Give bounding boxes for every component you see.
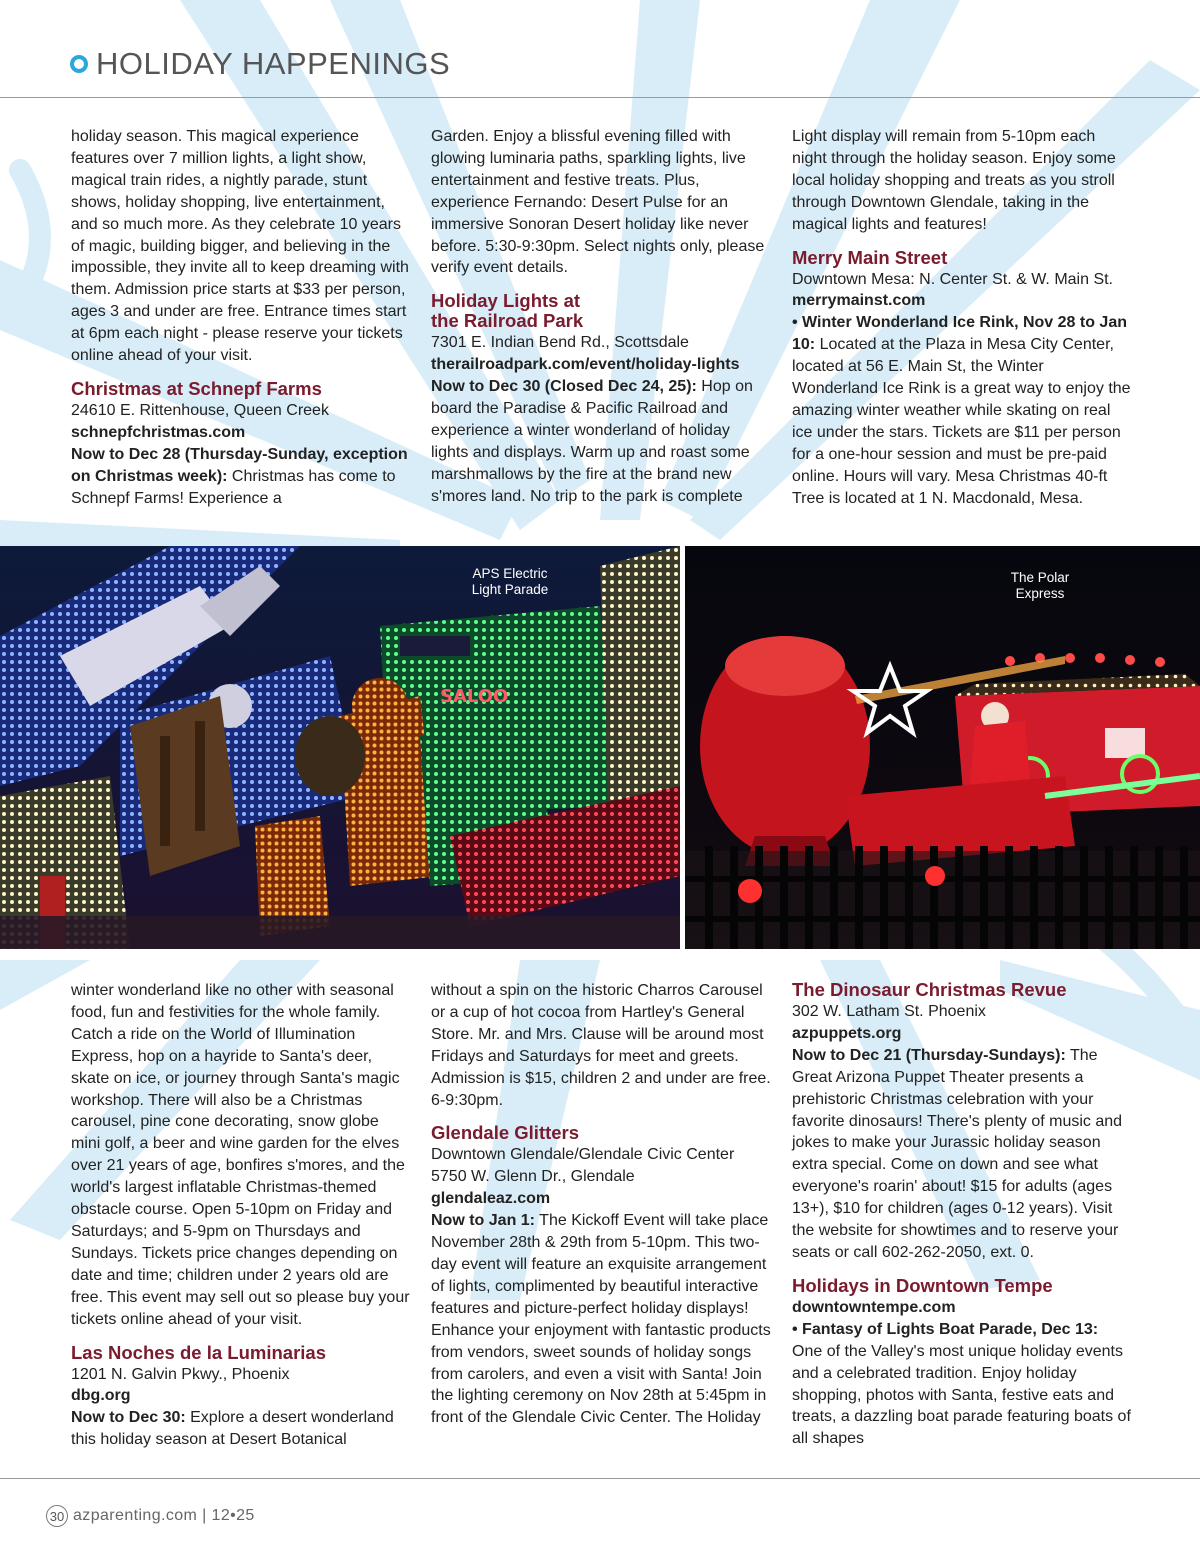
event-text: The Great Arizona Puppet Theater presents a prehistoric Christmas celebration with your favorite dinosaurs! There's plenty of music and jokes to make your Jurassic holiday season extra special. Come on down and see what everyone's roarin' about! $15 for adults (ages 13+), $10 for children (ages 0-12 years). Visit the website for showtimes and to reserve your seats or call 602-262-2050, ext. 0. <box>792 1046 1123 1261</box>
photo-polar-express <box>685 546 1200 949</box>
event-heading: Merry Main Street <box>792 246 948 268</box>
caption-line-1: APS Electric <box>472 566 548 581</box>
event-text: The Kickoff Event will take place November 28th & 29th from 5-10pm. This two-day event will feature an exquisite arrangement of lights, complimented by beautiful interactive features and picture-perfect holiday displays! Enhance your enjoyment with fantastic products from vendors, sweet sounds of holiday songs from carolers, and even a visit with Santa! Join the lighting ceremony on Nov 28th at 5:45pm in front of the Glendale Civic Center. The Holiday <box>431 1212 771 1427</box>
event-description <box>71 1407 411 1451</box>
footer-text: azparenting.com | 12•25 <box>73 1507 255 1524</box>
event-heading: The Dinosaur Christmas Revue <box>792 979 1067 1000</box>
event-dates: Now to Dec 30: <box>71 1409 186 1427</box>
event-dates: • Fantasy of Lights Boat Parade, Dec 13: <box>792 1320 1099 1338</box>
paragraph: Light display will remain from 5-10pm each night through the holiday season. Enjoy some local holiday shopping and treats as you stroll through Downtown Glendale, taking in the magical lights and features! <box>792 128 1116 233</box>
page-number: 30 <box>46 1505 68 1527</box>
photo-caption <box>960 570 1120 602</box>
event-text: Located at the Plaza in Mesa City Center, located at 56 E. Main St, the Winter Wonderland Ice Rink is a great way to enjoy the amazing winter weather while skating on real ice under the stars. Tickets are $11 per person for a one-hour session and must be pre-paid online. Hours will vary. Mesa Christmas 40-ft Tree is located at 1 N. Macdonald, Mesa. <box>792 336 1131 507</box>
caption-line-1: The Polar <box>1010 570 1070 585</box>
paragraph: holiday season. This magical experience features over 7 million lights, a light show, magical train rides, a nightly parade, stunt shows, holiday shopping, live entertainment, and so much more. As they celebrate 10 years of magic, building bigger, and believing in the impossible, they invite all to keep dreaming with them. Admission price starts at $33 per person, ages 3 and under are free. Entrance times start at 6pm each night - please reserve your tickets online ahead of your visit. <box>71 128 409 365</box>
event-url[interactable]: schnepfchristmas.com <box>71 423 246 441</box>
event-address-line-2: 5750 W. Glenn Dr., Glendale <box>431 1168 635 1186</box>
event-text: Explore a desert wonderland this holiday season at Desert Botanical <box>71 1409 394 1449</box>
bottom-column-1 <box>71 980 411 1451</box>
top-column-1 <box>71 126 411 510</box>
event-address: 1201 N. Galvin Pkwy., Phoenix <box>71 1365 290 1383</box>
section-title: HOLIDAY HAPPENINGS <box>96 46 451 81</box>
event-dates: Now to Jan 1: <box>431 1212 536 1230</box>
event-heading: Holidays in Downtown Tempe <box>792 1274 1053 1296</box>
section-header <box>70 46 450 82</box>
bottom-column-2 <box>431 980 771 1429</box>
event-dates: Now to Dec 21 (Thursday-Sundays): <box>792 1046 1066 1064</box>
event-description <box>792 312 1132 509</box>
header-rule <box>0 97 1200 98</box>
event-heading: Las Noches de la Luminarias <box>71 1341 326 1363</box>
event-dates: • Winter Wonderland Ice Rink, Nov 28 to Jan 10: <box>792 314 1127 354</box>
event-description <box>71 444 411 510</box>
event-url[interactable]: glendaleaz.com <box>431 1190 551 1208</box>
event-address: 302 W. Latham St. Phoenix <box>792 1003 986 1020</box>
paragraph: Garden. Enjoy a blissful evening filled with glowing luminaria paths, sparkling lights, live entertainment and festive treats. Plus, experience Fernando: Desert Pulse for an immersive Sonoran Desert holiday like never before. 5:30-9:30pm. Select nights only, please verify event details. <box>431 128 765 277</box>
top-column-3 <box>792 126 1132 510</box>
event-dates: Now to Dec 30 (Closed Dec 24, 25): <box>431 378 697 396</box>
page-footer <box>46 1505 255 1527</box>
top-column-2 <box>431 126 771 508</box>
bottom-column-3 <box>792 980 1132 1450</box>
event-description <box>792 1319 1132 1450</box>
event-description <box>431 1210 771 1429</box>
event-text: One of the Valley's most unique holiday events and a celebrated tradition. Enjoy holiday shopping, photos with Santa, festive eats and treats, a dazzling boat parade featuring boats of all shapes <box>792 1342 1131 1448</box>
event-description <box>792 1045 1132 1264</box>
event-description <box>431 376 771 507</box>
paragraph: without a spin on the historic Charros Carousel or a cup of hot cocoa from Hartley's General Store. Mr. and Mrs. Clause will be around most Fridays and Saturdays for meet and greets. Admission is $15, children 2 and under are free. 6-9:30pm. <box>431 982 771 1109</box>
event-address: Downtown Glendale/Glendale Civic Center <box>431 1146 735 1164</box>
event-url[interactable]: therailroadpark.com/event/holiday-lights <box>431 356 740 374</box>
photo-caption <box>430 566 590 598</box>
event-url[interactable]: dbg.org <box>71 1387 131 1405</box>
caption-line-2: Express <box>1015 586 1065 601</box>
photo-aps-electric-light-parade <box>0 546 680 949</box>
event-heading-cont: the Railroad Park <box>431 310 584 332</box>
caption-line-2: Light Parade <box>471 582 549 597</box>
event-heading: Holiday Lights at <box>431 290 581 312</box>
event-url[interactable]: merrymainst.com <box>792 292 926 310</box>
event-url[interactable]: azpuppets.org <box>792 1024 902 1042</box>
footer-rule <box>0 1478 1200 1479</box>
event-dates: Now to Dec 28 (Thursday-Sunday, exception on Christmas week): <box>71 445 408 485</box>
event-heading: Christmas at Schnepf Farms <box>71 377 322 399</box>
event-url[interactable]: downtowntempe.com <box>792 1298 956 1316</box>
event-address: Downtown Mesa: N. Center St. & W. Main St. <box>792 270 1113 288</box>
event-text: Christmas has come to Schnepf Farms! Experience a <box>71 467 396 507</box>
paragraph: winter wonderland like no other with seasonal food, fun and festivities for the whole family. Catch a ride on the World of Illumination Express, hop on a hayride to Santa's deer, skate on ice, or journey through Santa's magic workshop. There will also be a Christmas carousel, pine cone decorating, snow globe mini golf, a beer and wine garden for the elves over 21 years of age, bonfires s'mores, and the world's largest inflatable Christmas-themed obstacle course. Open 5-10pm on Friday and Saturdays; and 5-9pm on Thursdays and Sundays. Tickets price changes depending on date and time; children under 2 years old are free. This event may sell out so please buy your tickets online ahead of your visit. <box>71 982 410 1328</box>
saloon-sign-text: SALOO <box>440 686 509 707</box>
circle-bullet-icon <box>70 55 88 73</box>
event-text: Hop on board the Paradise & Pacific Railroad and experience a winter wonderland of holiday lights and displays. Warm up and roast some marshmallows by the fire at the brand new s'mores land. No trip to the park is complete <box>431 378 753 505</box>
event-address: 7301 E. Indian Bend Rd., Scottsdale <box>431 334 689 352</box>
event-heading: Glendale Glitters <box>431 1122 580 1144</box>
event-address: 24610 E. Rittenhouse, Queen Creek <box>71 401 329 419</box>
